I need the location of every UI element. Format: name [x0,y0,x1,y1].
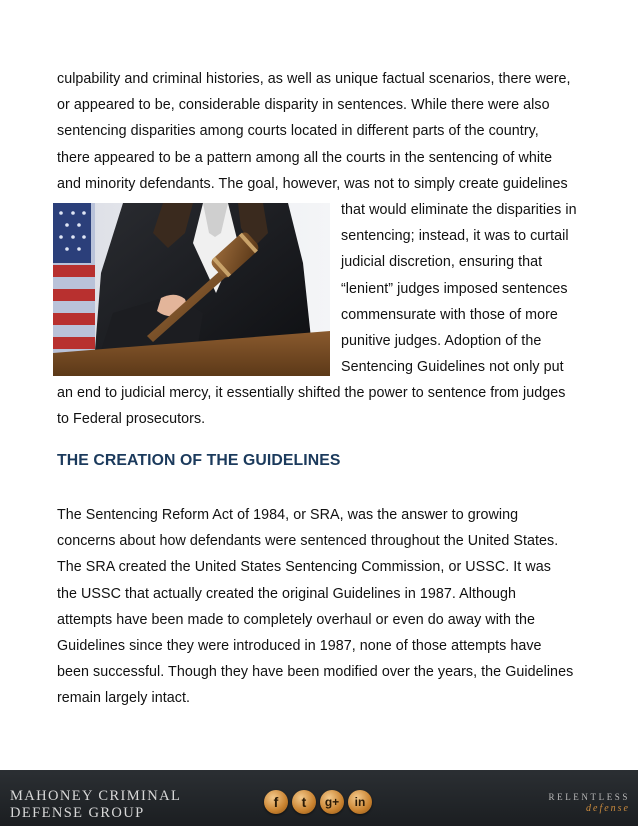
relentless-defense-logo [549,792,631,815]
text-line: that would eliminate the disparities in [341,202,577,218]
text-line: and minority defendants. The goal, however, was not to simply create guidelines [57,175,568,192]
paragraph-1 [57,66,597,197]
tagline-bottom: defense [586,803,630,814]
google-plus-icon[interactable]: g+ [320,790,344,814]
text-line: punitive judges. Adoption of the [341,332,542,349]
judge-gavel-photo [53,203,330,376]
text-line: judicial discretion, ensuring that [341,254,543,271]
footer-bar [0,770,638,826]
text-line: been successful. Though they have been modified over the years, the Guidelines [57,664,574,681]
tagline-top: RELENTLESS [548,792,630,802]
text-line: The Sentencing Reform Act of 1984, or SRA, was the answer to growing [57,507,519,523]
social-links [264,790,372,814]
text-line: sentencing; instead, it was to curtail [341,228,569,245]
text-line: concerns about how defendants were sentenced throughout the United States. [57,533,559,550]
judge-gavel-icon [53,203,330,376]
text-line: Guidelines since they were introduced in 1987, none of those attempts have [57,637,542,654]
paragraph-1-tail [57,380,597,432]
twitter-icon[interactable]: t [292,790,316,814]
text-line: or appeared to be, considerable disparity in sentences. While there were also [57,97,550,114]
linkedin-icon[interactable]: in [348,790,372,814]
facebook-icon[interactable]: f [264,790,288,814]
firm-logo [10,788,181,822]
text-line: to Federal prosecutors. [57,411,206,428]
text-line: commensurate with those of more [341,306,558,323]
text-line: an end to judicial mercy, it essentially shifted the power to sentence from judges [57,385,566,401]
text-line: The SRA created the United States Sentencing Commission, or USSC. It was [57,559,551,576]
text-line: the USSC that actually created the original Guidelines in 1987. Although [57,585,517,602]
text-line: remain largely intact. [57,690,191,707]
firm-name-line-2: DEFENSE GROUP [10,805,145,821]
flag-icon [53,203,95,376]
text-line: culpability and criminal histories, as well as unique factual scenarios, there were, [57,71,571,87]
section-heading: THE CREATION OF THE GUIDELINES [57,452,341,469]
text-line: “lenient” judges imposed sentences [341,280,568,297]
firm-name-line-1: MAHONEY CRIMINAL [10,788,182,804]
text-line: sentencing disparities among courts located in different parts of the country, [57,123,539,140]
text-line: attempts have been made to completely overhaul or even do away with the [57,611,536,628]
text-line: Sentencing Guidelines not only put [341,359,564,376]
text-line: there appeared to be a pattern among all the courts in the sentencing of white [57,149,553,166]
paragraph-2 [57,502,597,712]
